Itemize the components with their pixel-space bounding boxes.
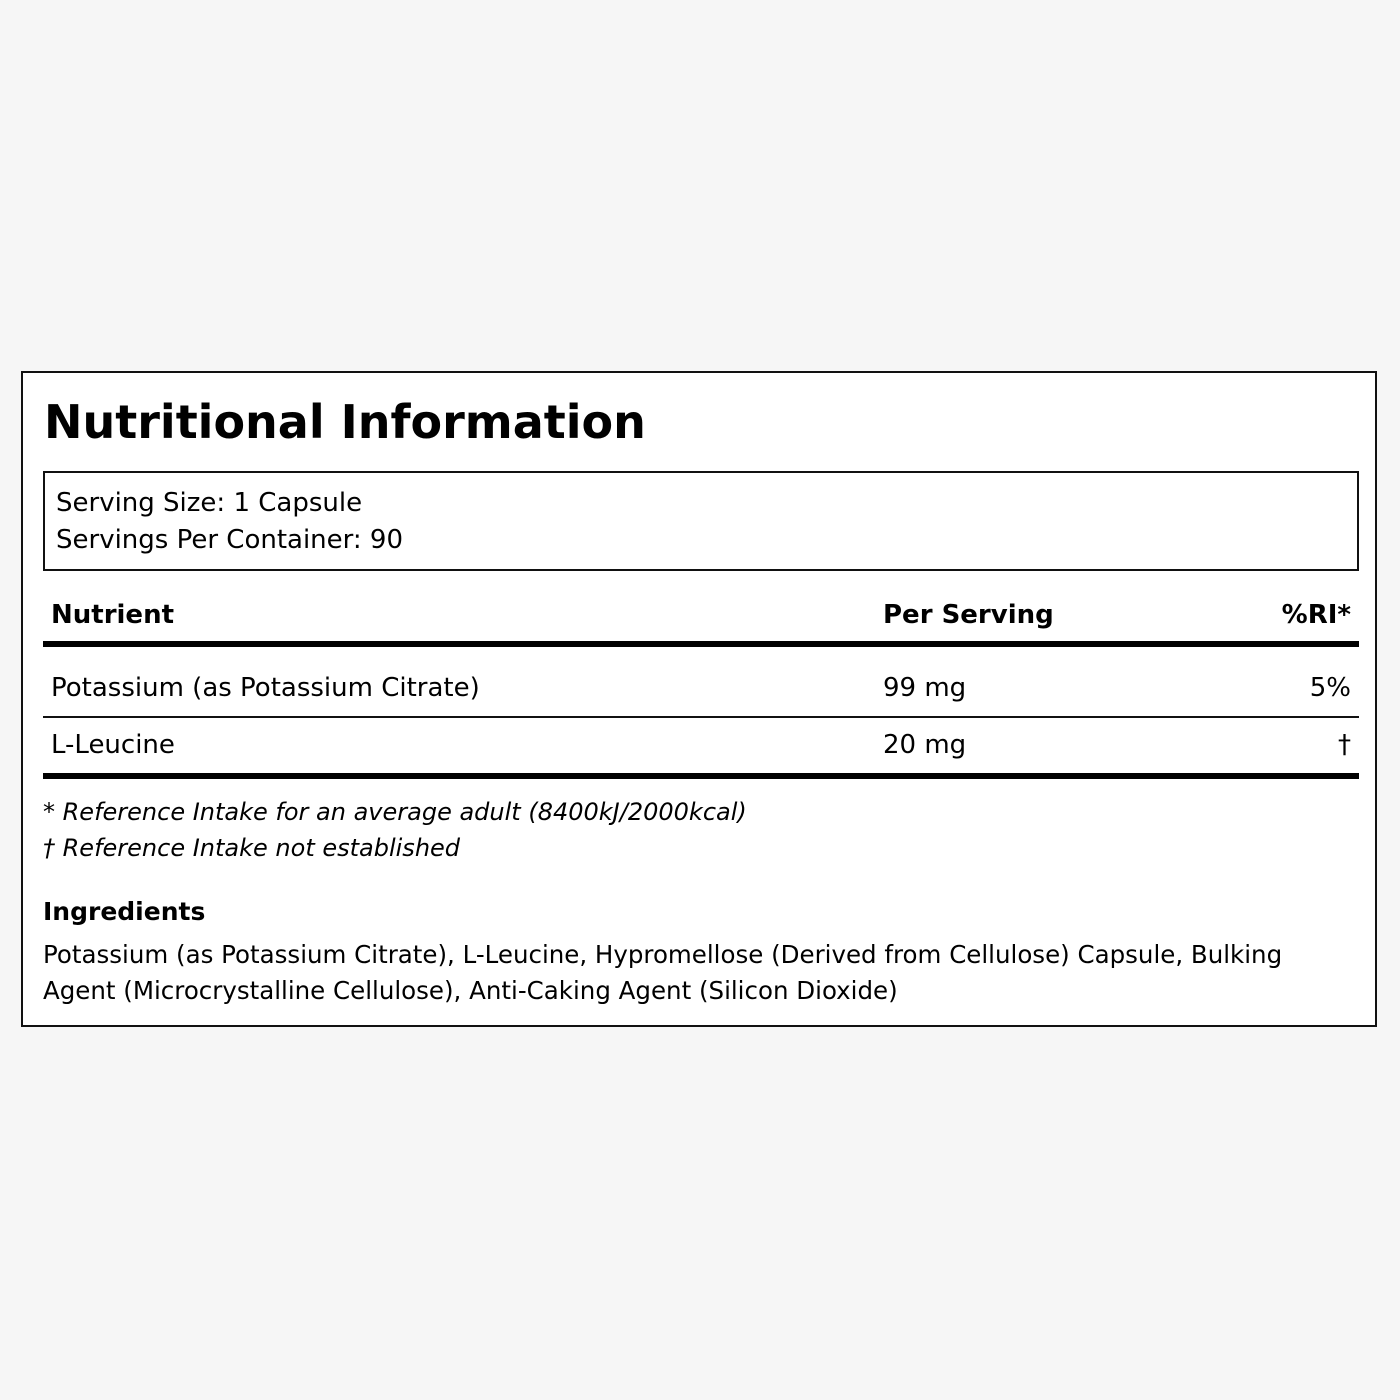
nutrient-amount: 99 mg [883,673,967,703]
nutrient-ri: 5% [1309,673,1351,703]
page-title: Nutritional Information [44,395,646,449]
ingredients-text: Potassium (as Potassium Citrate), L-Leucine, Hypromellose (Derived from Cellulose) Capsule, Bulking Agent (Microcrystalline Cellulose), Anti-Caking Agent (Silicon Dioxide) [43,940,1283,1005]
nutrition-panel [21,371,1377,1027]
header-ri: %RI* [1281,600,1351,630]
table-header-row [43,593,1359,647]
serving-size: Serving Size: 1 Capsule [56,488,363,518]
ingredients-heading: Ingredients [43,897,206,926]
footnote-reference-intake: * Reference Intake for an average adult (8400kJ/2000kcal) [43,798,747,826]
table-row [43,661,1359,718]
footnotes [43,794,747,866]
nutrient-amount: 20 mg [883,730,967,760]
header-per-serving: Per Serving [883,600,1054,630]
header-nutrient: Nutrient [51,600,175,630]
nutrient-name: L-Leucine [51,730,175,760]
nutrient-ri: † [1338,730,1351,760]
servings-per-container: Servings Per Container: 90 [56,525,404,555]
nutrient-name: Potassium (as Potassium Citrate) [51,673,480,703]
serving-info-box [43,471,1359,571]
nutrient-table [43,593,1359,779]
table-row [43,718,1359,779]
footnote-not-established: † Reference Intake not established [43,834,461,862]
